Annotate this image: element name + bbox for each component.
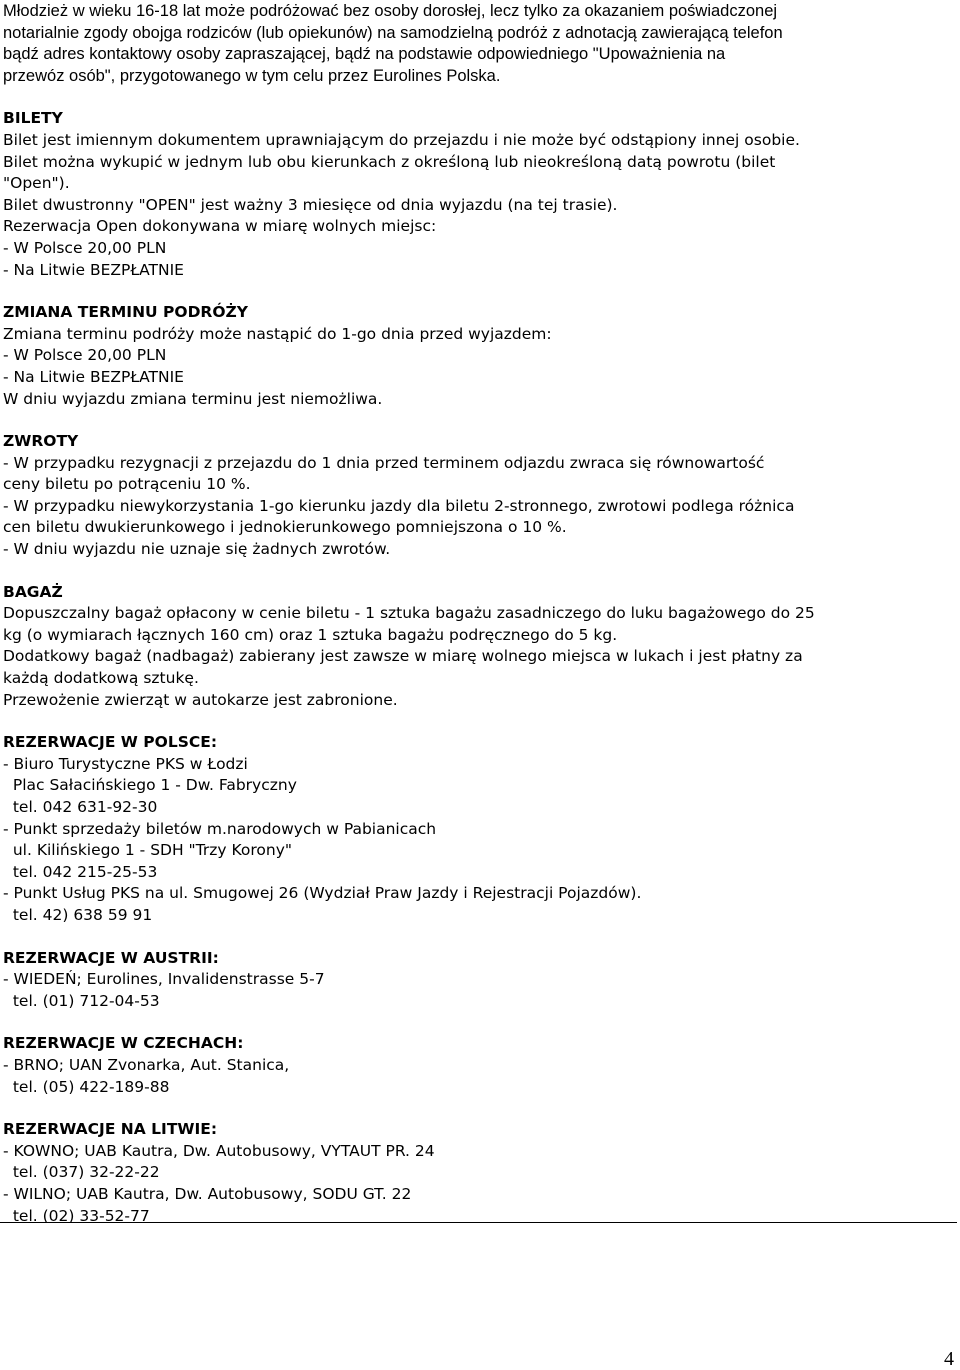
text-line: - KOWNO; UAB Kautra, Dw. Autobusowy, VYTAUT PR. 24: [3, 1141, 435, 1160]
text-line: tel. (01) 712-04-53: [3, 991, 160, 1010]
section-heading-rezerwacje-polska: REZERWACJE W POLSCE:: [3, 733, 218, 752]
intro-line: bądź adres kontaktowy osoby zapraszającej, bądź na podstawie odpowiedniego "Upoważnienia na: [3, 45, 726, 64]
text-line: - W Polsce 20,00 PLN: [3, 346, 167, 365]
text-line: W dniu wyjazdu zmiana terminu jest niemożliwa.: [3, 389, 383, 408]
text-line: - W przypadku niewykorzystania 1-go kierunku jazdy dla biletu 2-stronnego, zwrotowi podlega różnica: [3, 496, 795, 515]
text-line: tel. (02) 33-52-77: [3, 1206, 150, 1225]
intro-line: przewóz osób", przygotowanego w tym celu przez Eurolines Polska.: [3, 66, 501, 85]
text-line: ceny biletu po potrąceniu 10 %.: [3, 475, 251, 494]
section-heading-rezerwacje-czechy: REZERWACJE W CZECHACH:: [3, 1034, 244, 1053]
section-rezerwacje-czechy: [3, 1033, 957, 1098]
text-line: ul. Kilińskiego 1 - SDH "Trzy Korony": [3, 841, 292, 860]
section-heading-rezerwacje-litwa: REZERWACJE NA LITWIE:: [3, 1120, 218, 1139]
text-line: - BRNO; UAN Zvonarka, Aut. Stanica,: [3, 1055, 290, 1074]
text-line: Bilet jest imiennym dokumentem uprawniającym do przejazdu i nie może być odstąpiony innej osobie.: [3, 130, 800, 149]
section-rezerwacje-polska: [3, 732, 957, 926]
text-line: - Na Litwie BEZPŁATNIE: [3, 260, 184, 279]
section-heading-bilety: BILETY: [3, 109, 63, 128]
text-line: cen biletu dwukierunkowego i jednokierunkowego pomniejszona o 10 %.: [3, 518, 567, 537]
text-line: Bilet można wykupić w jednym lub obu kierunkach z określoną lub nieokreśloną datą powrotu (bilet: [3, 152, 776, 171]
text-line: - WILNO; UAB Kautra, Dw. Autobusowy, SODU GT. 22: [3, 1184, 412, 1203]
section-rezerwacje-austria: [3, 948, 957, 1013]
text-line: Plac Sałacińskiego 1 - Dw. Fabryczny: [3, 776, 297, 795]
text-line: tel. (05) 422-189-88: [3, 1077, 170, 1096]
text-line: - Punkt Usług PKS na ul. Smugowej 26 (Wydział Praw Jazdy i Rejestracji Pojazdów).: [3, 884, 642, 903]
text-line: "Open").: [3, 174, 70, 193]
text-line: tel. (037) 32-22-22: [3, 1163, 160, 1182]
section-heading-zwroty: ZWROTY: [3, 432, 79, 451]
text-line: - Punkt sprzedaży biletów m.narodowych w Pabianicach: [3, 819, 437, 838]
intro-paragraph: [3, 1, 957, 87]
text-line: Dopuszczalny bagaż opłacony w cenie biletu - 1 sztuka bagażu zasadniczego do luku bagażowego do 25: [3, 604, 815, 623]
section-bagaz: [3, 582, 957, 712]
text-line: Przewożenie zwierząt w autokarze jest zabronione.: [3, 690, 398, 709]
text-line: - W przypadku rezygnacji z przejazdu do 1 dnia przed terminem odjazdu zwraca się równowartość: [3, 453, 765, 472]
document-page: [3, 0, 957, 1227]
text-line: - Na Litwie BEZPŁATNIE: [3, 367, 184, 386]
text-line: tel. 42) 638 59 91: [3, 905, 153, 924]
text-line: Bilet dwustronny "OPEN" jest ważny 3 miesięce od dnia wyjazdu (na tej trasie).: [3, 195, 618, 214]
footer-divider: [0, 1222, 957, 1223]
section-zwroty: [3, 431, 957, 561]
section-heading-rezerwacje-austria: REZERWACJE W AUSTRII:: [3, 948, 219, 967]
text-line: - WIEDEŃ; Eurolines, Invalidenstrasse 5-7: [3, 970, 325, 989]
text-line: Zmiana terminu podróży może nastąpić do 1-go dnia przed wyjazdem:: [3, 324, 552, 343]
text-line: każdą dodatkową sztukę.: [3, 669, 199, 688]
intro-line: notarialnie zgody obojga rodziców (lub opiekunów) na samodzielną podróż z adnotacją zawierającą telefon: [3, 23, 783, 42]
text-line: tel. 042 215-25-53: [3, 862, 158, 881]
text-line: kg (o wymiarach łącznych 160 cm) oraz 1 sztuka bagażu podręcznego do 5 kg.: [3, 625, 618, 644]
text-line: - W dniu wyjazdu nie uznaje się żadnych zwrotów.: [3, 540, 391, 559]
text-line: - W Polsce 20,00 PLN: [3, 238, 167, 257]
text-line: - Biuro Turystyczne PKS w Łodzi: [3, 754, 248, 773]
section-rezerwacje-litwa: [3, 1119, 957, 1227]
text-line: Rezerwacja Open dokonywana w miarę wolnych miejsc:: [3, 217, 437, 236]
page-number: 4: [944, 1348, 954, 1370]
section-zmiana-terminu: [3, 302, 957, 410]
section-heading-zmiana-terminu: ZMIANA TERMINU PODRÓŻY: [3, 303, 249, 322]
section-bilety: [3, 108, 957, 281]
section-heading-bagaz: BAGAŻ: [3, 582, 63, 601]
text-line: tel. 042 631-92-30: [3, 798, 158, 816]
text-line: Dodatkowy bagaż (nadbagaż) zabierany jest zawsze w miarę wolnego miejsca w lukach i jest płatny za: [3, 647, 803, 666]
intro-line: Młodzież w wieku 16-18 lat może podróżować bez osoby dorosłej, lecz tylko za okazaniem poświadczonej: [3, 2, 778, 20]
